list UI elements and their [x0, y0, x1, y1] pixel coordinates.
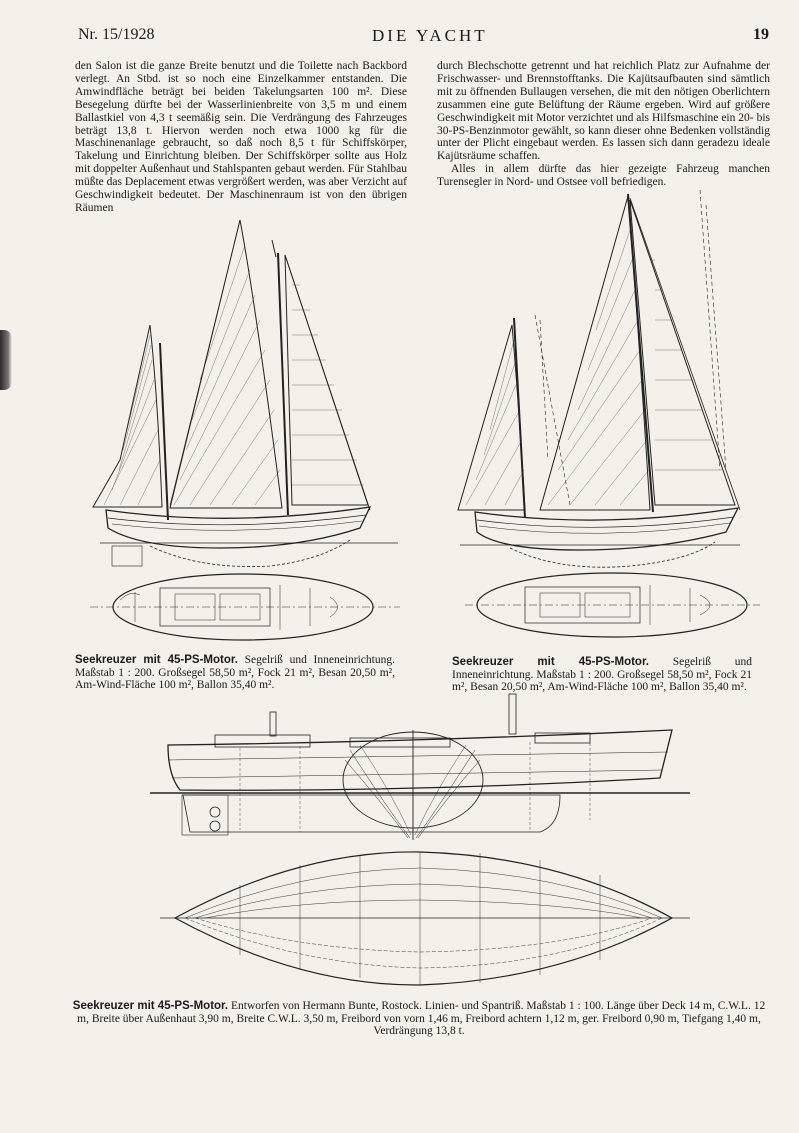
caption-text: Segelriß und Inneneinrichtung. Maßstab 1 : 200. Großsegel 58,50 m², Fock 21 m², Besan 20,50 m², Am-Wind-Fläche 100 m², Ballon 35,40 m². [75, 654, 395, 692]
caption-text: Segelriß und Inneneinrichtung. Maßstab 1 : 200. Großsegel 58,50 m², Fock 21 m², Besan 20,50 m², Am-Wind-Fläche 100 m², Ballon 35,40 m². [452, 656, 752, 694]
figure-caption-bottom [70, 1000, 768, 1038]
magazine-title: DIE YACHT [372, 26, 488, 45]
caption-title: Seekreuzer mit 45-PS-Motor. [452, 656, 649, 668]
body-paragraph: Alles in allem dürfte das hier gezeigte Fahrzeug manchen Turensegler in Nord- und Ostsee voll befriedigen. [437, 163, 770, 189]
caption-title: Seekreuzer mit 45-PS-Motor. [75, 654, 238, 666]
page-number: 19 [753, 26, 769, 43]
figure-caption-right [452, 656, 752, 694]
body-paragraph: durch Blechschotte getrennt und hat reichlich Platz zur Aufnahme der Frischwasser- und Brennstofftanks. Die Kajütsaufbauten sind sämtlich mit zu öffnenden Bullaugen versehen, die mit den nötigen Oberlichtern zusammen eine gute Belüftung der Räume ergeben. Wird auf größere Geschwindigkeit mit Motor verzichtet und als Hilfsmaschine ein 20- bis 30-PS-Benzinmotor gewählt, so kann dieser ohne Bedenken vollständig unter der Plicht eingebaut werden. Es lassen sich dann geradezu ideale Kajütsräume schaffen. [437, 60, 770, 163]
body-paragraph: den Salon ist die ganze Breite benutzt und die Toilette nach Backbord verlegt. An Stbd. ist so noch eine Einzelkammer entstanden. Die Amwindfläche beträgt bei beiden Takelungsarten 100 m². Diese Besegelung dürfte bei der Wasserlinienbreite von 3,5 m und einem Ballastkiel von 4,3 t seemäßig sein. Die Verdrängung des Fahrzeuges beträgt 13,8 t. Hiervon werden noch etwa 1000 kg für die Maschinenanlage gebraucht, so daß noch 8,5 t für Schiffskörper, Takelung und Einrichtung bleiben. Der Schiffskörper sollte aus Holz mit doppelter Außenhaut und Stahlspanten gebaut werden. Für Stahlbau müßte das Deplacement etwas vergrößert werden, was aber Verzicht auf Geschwindigkeit bedeutet. Der Maschinenraum ist von den übrigen Räumen [75, 60, 407, 214]
sail-plan-left [90, 220, 400, 640]
figure-caption-left [75, 654, 395, 692]
lines-plan [150, 694, 690, 985]
caption-title: Seekreuzer mit 45-PS-Motor. [72, 1000, 229, 1012]
issue-number: Nr. 15/1928 [78, 26, 155, 43]
sail-plan-right [458, 190, 760, 637]
caption-text: Entworfen von Hermann Bunte, Rostock. Linien- und Spantriß. Maßstab 1 : 100. Länge über Deck 14 m, C.W.L. 12 m, Breite über Außenhaut 3,90 m, Breite C.W.L. 3,50 m, Freibord von vorn 1,46 m, Freibord achtern 1,12 m, ger. Freibord 0,90 m, Tiefgang 1,40 m, Verdrängung 13,8 t. [77, 1000, 766, 1038]
